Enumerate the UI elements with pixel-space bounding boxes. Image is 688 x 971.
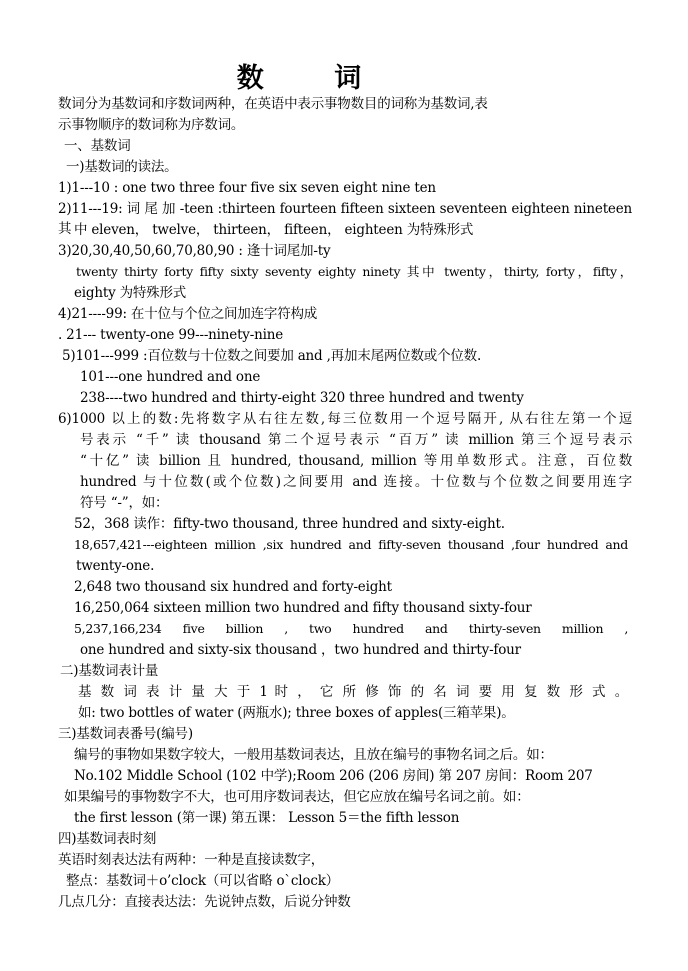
- subsection-heading-time: 四)基数词表时刻: [58, 831, 157, 847]
- numbering-line-1: 编号的事物如果数字较大，一般用基数词表达，且放在编号的事物名词之后。如：: [74, 747, 553, 763]
- subsection-heading-reading: 一)基数词的读法。: [66, 159, 178, 175]
- rule-line-2-cont: 中 eleven， twelve， thirteen， fifteen， eighteen 为特殊形式: [74, 222, 474, 238]
- rule-line-5-example-1: 101---one hundred and one: [80, 369, 261, 385]
- rule-line-2: 2)11---19: 词 尾 加 -teen :thirteen fourteen fifteen sixteen seventeen eighteen nineteen 其: [58, 201, 632, 237]
- rule-line-6: 6)1000 以上的数:先将数字从右往左数,每三位数用一个逗号隔开, 从右往左第一个逗: [58, 411, 632, 427]
- time-line-2: 整点：基数词＋o’clock（可以省略 o`clock）: [66, 873, 339, 889]
- intro-line-2: 示事物顺序的数词称为序数词。: [58, 117, 245, 133]
- example-18657421-cont: twenty-one.: [76, 558, 155, 574]
- example-2648: 2,648 two thousand six hundred and forty-eight: [74, 579, 392, 595]
- rule-line-5: 5)101---999 :百位数与十位数之间要加 and ,再加末尾两位数或个位数.: [62, 348, 482, 364]
- rule-line-5-example-2: 238----two hundred and thirty-eight 320 three hundred and twenty: [80, 390, 524, 406]
- rule-line-4-example: . 21--- twenty-one 99---ninety-nine: [58, 327, 283, 343]
- example-52368: 52，368 读作：fifty-two thousand, three hundred and sixty-eight.: [74, 516, 505, 532]
- rule-line-1: 1)1---10 : one two three four five six seven eight nine ten: [58, 180, 436, 196]
- section-heading-cardinal: 一、基数词: [64, 138, 131, 154]
- subsection-heading-numbering: 三)基数词表番号(编号): [58, 726, 193, 742]
- example-16250064: 16,250,064 sixteen million two hundred and fifty thousand sixty-four: [74, 600, 532, 616]
- rule-line-3-examples: twenty thirty forty fifty sixty seventy eighty ninety 其中 twenty，thirty, forty，fifty，: [76, 264, 632, 279]
- time-line-3: 几点几分：直接表达法：先说钟点数，后说分钟数: [58, 894, 351, 910]
- rule-line-3: 3)20,30,40,50,60,70,80,90 : 逢十词尾加-ty: [58, 243, 331, 259]
- rule-line-6-cont-4: 符号 “-”，如：: [80, 495, 169, 511]
- measure-line-1: 基 数 词 表 计 量 大 于 1 时 ， 它 所 修 饰 的 名 词 要 用 复 数 形 式 。: [78, 684, 628, 700]
- example-18657421: 18,657,421---eighteen million ,six hundred and fifty-seven thousand ,four hundred and: [74, 537, 628, 552]
- rule-line-6-cont-3: hundred 与十位数(或个位数)之间要用 and 连接。十位数与个位数之间要用连字: [80, 474, 632, 490]
- time-line-1: 英语时刻表达法有两种：一种是直接读数字，: [58, 852, 324, 868]
- rule-line-3-cont: eighty 为特殊形式: [74, 285, 187, 301]
- rule-line-6-cont-1: 号表示 “千” 读 thousand 第二个逗号表示 “百万” 读 million 第三个逗号表示: [80, 432, 632, 448]
- subsection-heading-measure: 二)基数词表计量: [60, 663, 159, 679]
- example-5237166234-cont: one hundred and sixty-six thousand ，two hundred and thirty-four: [80, 642, 521, 658]
- numbering-line-3: 如果编号的事物数字不大，也可用序数词表达，但它应放在编号名词之前。如：: [64, 789, 530, 805]
- numbering-line-2: No.102 Middle School (102 中学);Room 206 (206 房间) 第 207 房间：Room 207: [74, 768, 593, 784]
- measure-line-2: 如: two bottles of water (两瓶水); three boxes of apples(三箱苹果)。: [78, 705, 515, 721]
- example-5237166234: 5,237,166,234 five billion , two hundred and thirty-seven million ,: [74, 621, 628, 636]
- intro-line-1: 数词分为基数词和序数词两种，在英语中表示事物数目的词称为基数词,表: [58, 96, 488, 112]
- rule-line-4: 4)21----99: 在十位与个位之间加连字符构成: [58, 306, 318, 322]
- page-title: 数 词: [236, 63, 364, 94]
- rule-line-6-cont-2: “十亿” 读 billion 且 hundred, thousand, million 等用单数形式。注意，百位数: [80, 453, 632, 469]
- numbering-line-4: the first lesson (第一课) 第五课： Lesson 5＝the fifth lesson: [74, 810, 460, 826]
